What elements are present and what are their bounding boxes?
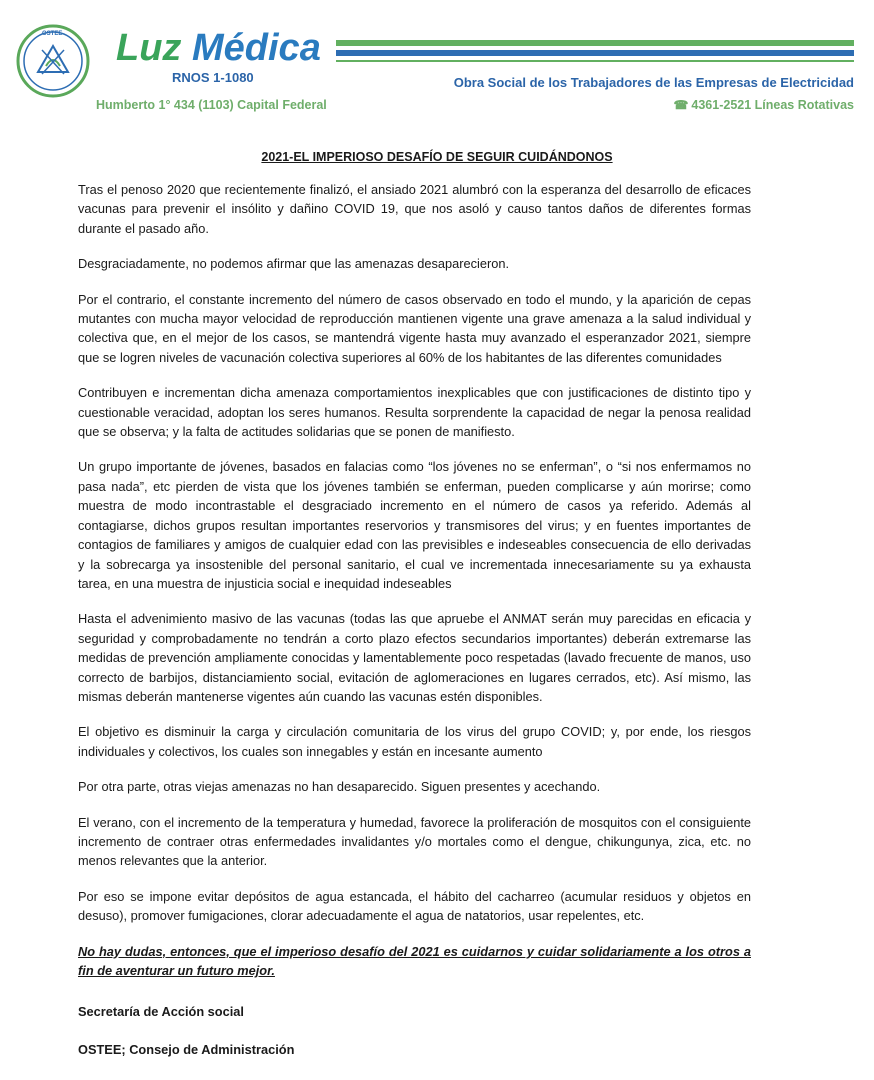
- address: Humberto 1° 434 (1103) Capital Federal: [96, 98, 327, 112]
- paragraph: Por el contrario, el constante incremento del número de casos observado en todo el mundo, y la aparición de cepas mutantes con mucha mayor velocidad de reproducción mantienen vigente una grave amenaza a la salud individual y colectiva que, en el mejor de los casos, se mantendrá vigente hasta muy avanzado el esperanzador 2021, siempre que se logren niveles de vacunación colectiva superiores al 60% de los habitantes de las diferentes comunidades: [78, 291, 751, 365]
- paragraph: Tras el penoso 2020 que recientemente finalizó, el ansiado 2021 alumbró con la esperanza del desarrollo de eficaces vacunas para prevenir el insólito y dañino COVID 19, que nos asoló y causo tantos daños de diferentes formas durante el pasado año.: [78, 182, 751, 236]
- paragraph: El objetivo es disminuir la carga y circulación comunitaria de los virus del grupo COVID; y, por ende, los riesgos individuales y colectivos, los cuales son innegables y están en incesante aumento: [78, 724, 751, 759]
- brand-logo-text: [116, 28, 321, 68]
- paragraph: Hasta el advenimiento masivo de las vacunas (todas las que apruebe el ANMAT serán muy parecidas en eficacia y seguridad y comprobadamente no tendrán a corto plazo efectos secundarios importantes) deberán extremarse las medidas de prevención ampliamente conocidas y lamentablemente poco respetadas (lavado frecuente de manos, uso correcto de barbijos, distanciamiento social, evitación de aglomeraciones en lugares cerrados, etc). Así mismo, las mismas deberán mantenerse vigentes aún cuando las vacunas estén disponibles.: [78, 611, 751, 704]
- paragraph: El verano, con el incremento de la temperatura y humedad, favorece la proliferación de mosquitos con el consiguiente incremento de contraer otras enfermedades invalidantes y/o mortales como el dengue, chikungunya, zica, etc. no menos relevantes que la anterior.: [78, 814, 751, 869]
- paragraph: Por otra parte, otras viejas amenazas no han desaparecido. Siguen presentes y acechando.: [78, 779, 601, 795]
- paragraph: Un grupo importante de jóvenes, basados en falacias como “los jóvenes no se enferman”, o “si nos enfermamos no pasa nada”, etc pierden de vista que los jóvenes también se enferman, pueden complicarse y aún morirse; como muestra de modo incontrastable el desgraciado incremento en el número de casos ya referido. Además al contagiarse, dichos grupos resultan importantes reservorios y transmisores del virus; y en fuentes importantes de contagios de familiares y amigos de cualquier edad con las previsibles e indeseables consecuencia de ello derivadas y la sobrecarga ya insostenible del personal sanitario, el cual ve incrementada innecesariamente su ya exhausta tarea, en una muestra de injusticia social e inequidad indeseables: [78, 459, 751, 591]
- conclusion: No hay dudas, entonces, que el imperioso desafío del 2021 es cuidarnos y cuidar solidariamente a los otros a fin de aventurar un futuro mejor.: [78, 943, 751, 978]
- signature-secretaria: Secretaría de Acción social: [78, 1004, 244, 1020]
- rnos-number: RNOS 1-1080: [172, 70, 254, 85]
- document-body: [78, 180, 751, 1077]
- header-stripes: [336, 40, 854, 66]
- signature-consejo: OSTEE; Consejo de Administración: [78, 1041, 295, 1057]
- paragraph: Por eso se impone evitar depósitos de agua estancada, el hábito del cacharreo (acumular residuos y objetos en desuso), promover fumigaciones, clorar adecuadamente el agua de natatorios, usar repelentes, etc.: [78, 888, 751, 924]
- seal-text: OSTEE: [42, 31, 63, 37]
- stripe-blue: [336, 50, 854, 56]
- document-title: 2021-EL IMPERIOSO DESAFÍO DE SEGUIR CUIDÁNDONOS: [261, 150, 613, 164]
- stripe-green: [336, 40, 854, 46]
- paragraph: Contribuyen e incrementan dicha amenaza comportamientos inexplicables que con justificaciones de distinto tipo y cuestionable veracidad, adoptan los seres humanos. Resulta sorprendente la capacidad de negar la penosa realidad que se observa; y la falta de actitudes solidarias que se ponen de manifiesto.: [78, 385, 751, 440]
- phone-line: [673, 98, 854, 112]
- phone-number: 4361-2521 Líneas Rotativas: [691, 98, 854, 112]
- stripe-green-thin: [336, 60, 854, 62]
- paragraph: Desgraciadamente, no podemos afirmar que las amenazas desaparecieron.: [78, 256, 510, 272]
- brand-word-1: Luz: [116, 27, 182, 69]
- brand-word-2: Médica: [192, 27, 321, 69]
- obra-social-name: Obra Social de los Trabajadores de las Empresas de Electricidad: [453, 75, 854, 90]
- telephone-icon: ☎: [673, 98, 689, 112]
